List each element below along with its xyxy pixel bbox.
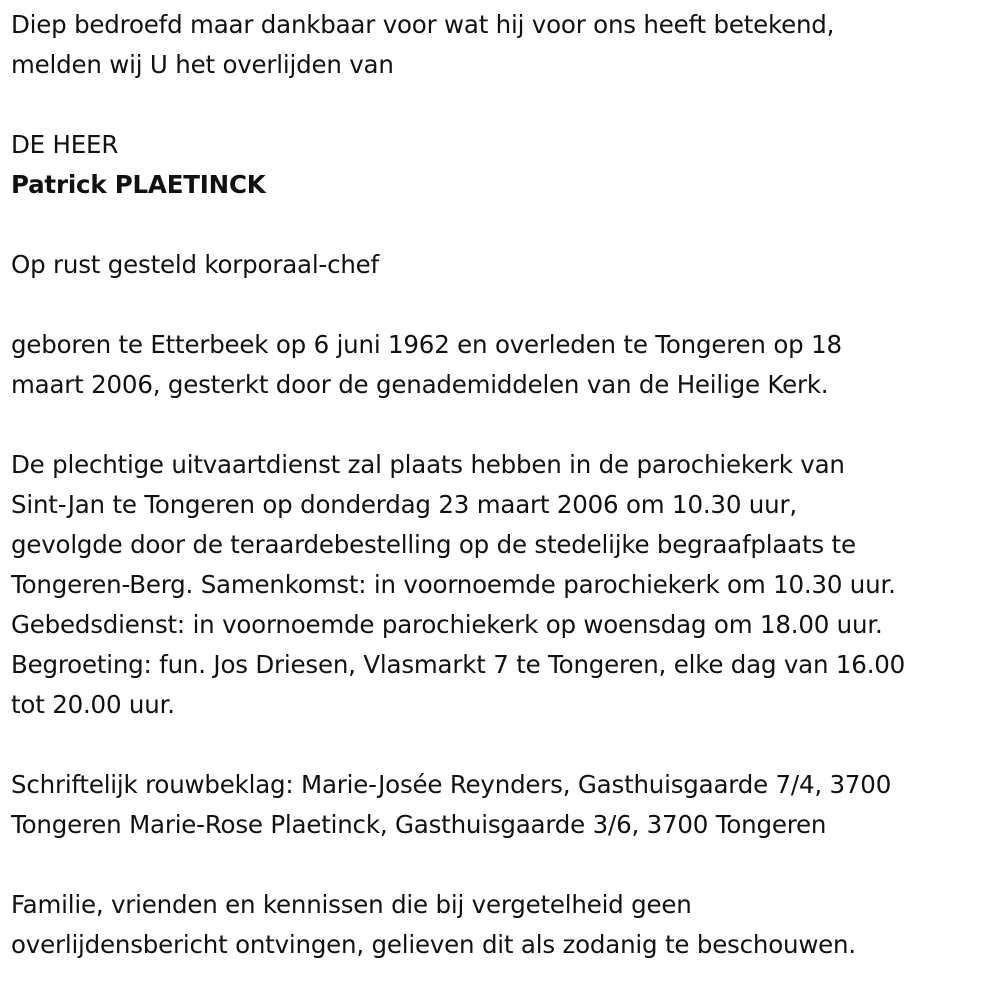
deceased-name-text: Patrick PLAETINCK [11,170,266,199]
deceased-name [11,165,996,205]
closing-line: Familie, vrienden en kennissen die bij vergetelheid geen [11,890,692,919]
birth-death-line: geboren te Etterbeek op 6 juni 1962 en overleden te Tongeren op 18 [11,330,842,359]
service-line: Tongeren-Berg. Samenkomst: in voornoemde parochiekerk om 10.30 uur. [11,570,896,599]
intro-line: melden wij U het overlijden van [11,50,394,79]
birth-death-line: maart 2006, gesterkt door de genademiddelen van de Heilige Kerk. [11,370,829,399]
intro-paragraph [11,5,996,85]
obituary-notice [11,5,996,965]
service-line: Gebedsdienst: in voornoemde parochiekerk op woensdag om 18.00 uur. [11,610,883,639]
condolences-line: Tongeren Marie-Rose Plaetinck, Gasthuisgaarde 3/6, 3700 Tongeren [11,810,827,839]
service-line: gevolgde door de teraardebestelling op de stedelijke begraafplaats te [11,530,856,559]
honorific-text: DE HEER [11,130,119,159]
intro-line: Diep bedroefd maar dankbaar voor wat hij voor ons heeft betekend, [11,10,835,39]
condolences-paragraph [11,765,996,845]
honorific [11,125,996,165]
service-line: Sint-Jan te Tongeren op donderdag 23 maart 2006 om 10.30 uur, [11,490,797,519]
birth-death-paragraph [11,325,996,405]
service-line: De plechtige uitvaartdienst zal plaats hebben in de parochiekerk van [11,450,845,479]
closing-line: overlijdensbericht ontvingen, gelieven dit als zodanig te beschouwen. [11,930,856,959]
service-line: Begroeting: fun. Jos Driesen, Vlasmarkt 7 te Tongeren, elke dag van 16.00 [11,650,906,679]
closing-paragraph [11,885,996,965]
condolences-line: Schriftelijk rouwbeklag: Marie-Josée Reynders, Gasthuisgaarde 7/4, 3700 [11,770,892,799]
service-paragraph [11,445,996,725]
rank-title [11,245,996,285]
rank-title-text: Op rust gesteld korporaal-chef [11,250,379,279]
service-line: tot 20.00 uur. [11,690,175,719]
